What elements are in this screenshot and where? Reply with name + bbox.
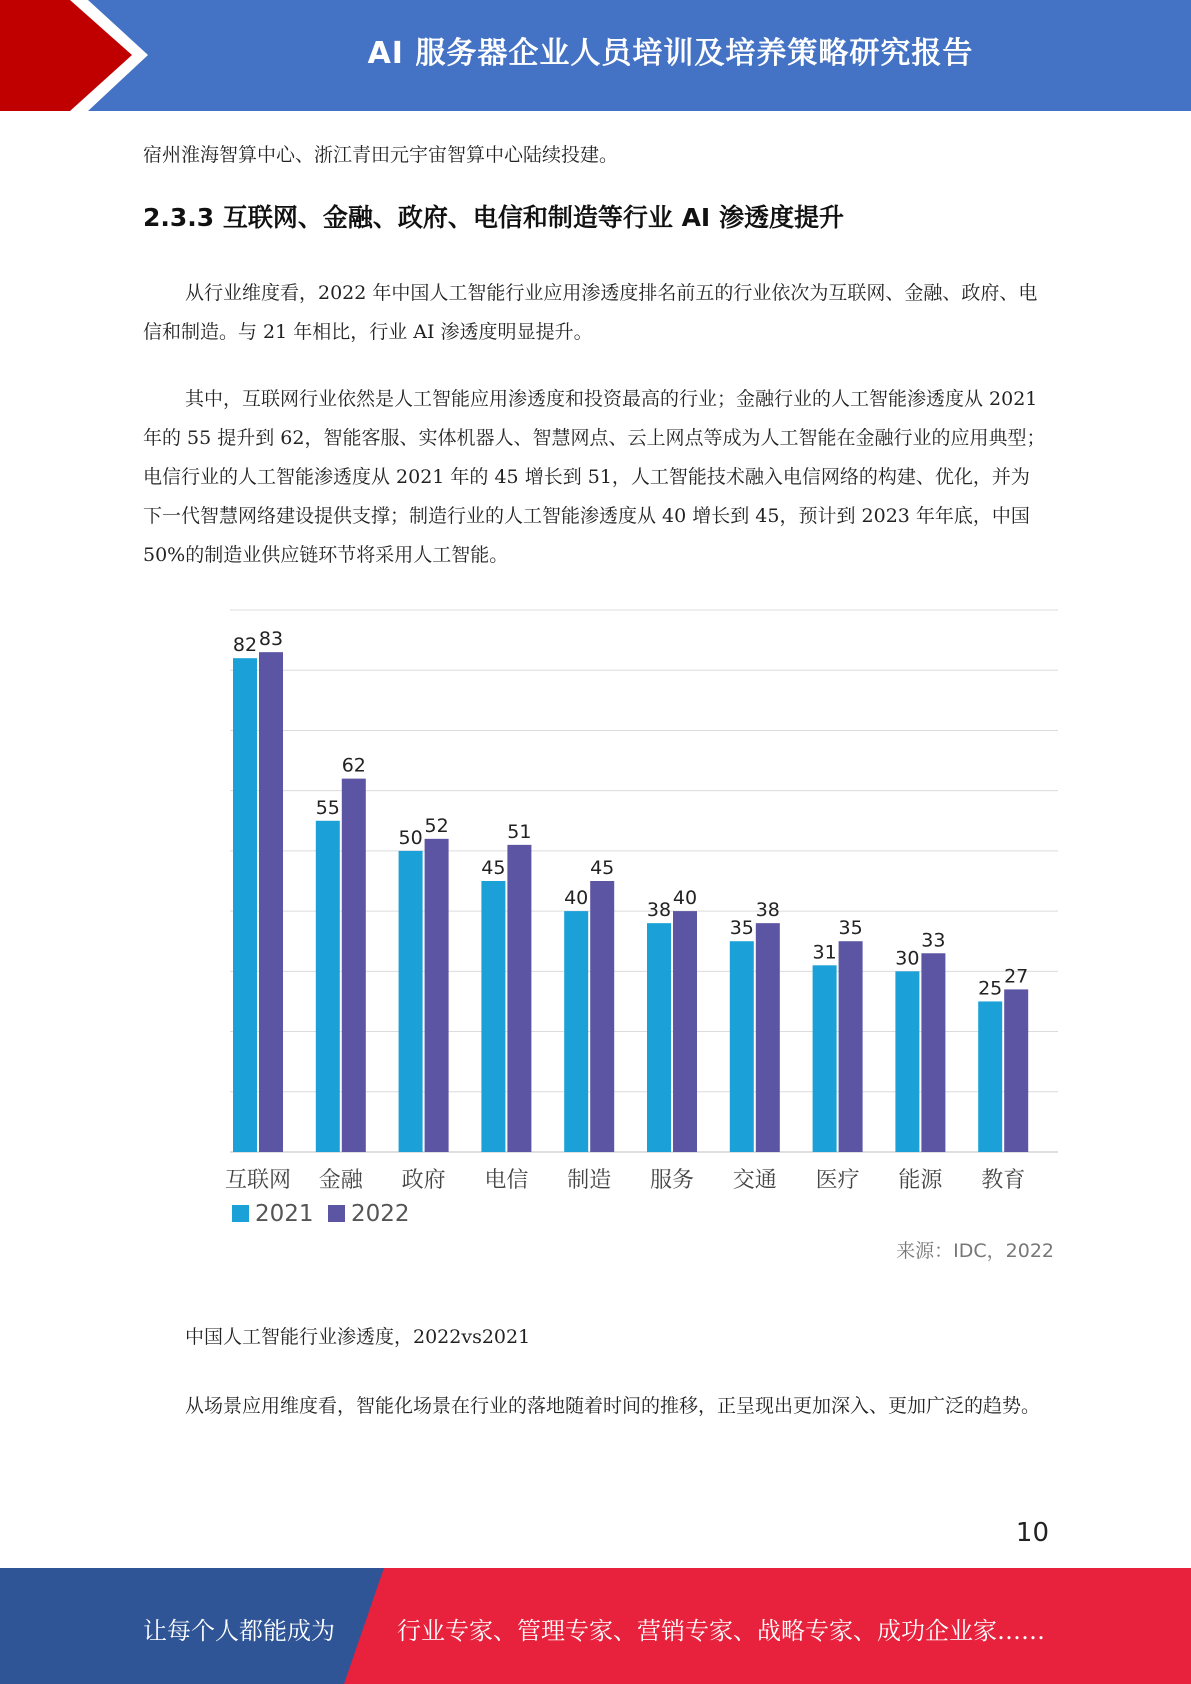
- bar-chart: [200, 590, 1080, 1280]
- data-label: 31: [812, 941, 837, 964]
- page-number: 10: [1015, 1518, 1049, 1548]
- paragraph-2: 其中，互联网行业依然是人工智能应用渗透度和投资最高的行业；金融行业的人工智能渗透度从 2021 年的 55 提升到 62，智能客服、实体机器人、智慧网点、云上网点等成为人工智能在金融行业的应用典型；电信行业的人工智能渗透度从 2021 年的 45 增长到 51，人工智能技术融入电信网络的构建、优化，并为下一代智慧网络建设提供支撑；制造行业的人工智能渗透度从 40 增长到 45，预计到 2023 年年底，中国 50%的制造业供应链环节将采用人工智能。: [143, 388, 1046, 566]
- data-label: 35: [729, 917, 754, 940]
- x-tick-label: 金融: [318, 1168, 363, 1193]
- bar-2022: [590, 881, 614, 1152]
- bar-2021: [647, 923, 671, 1152]
- x-tick-label: 教育: [981, 1168, 1026, 1193]
- header-chevron-icon: [0, 0, 160, 111]
- bar-2022: [425, 839, 449, 1152]
- data-label: 25: [978, 977, 1003, 1000]
- data-label: 83: [258, 628, 284, 651]
- footer-slogan-right: 行业专家、管理专家、营销专家、战略专家、成功企业家……: [397, 1617, 1045, 1645]
- x-tick-label: 电信: [484, 1168, 529, 1193]
- chart-caption: 中国人工智能行业渗透度，2022vs2021: [185, 1326, 531, 1348]
- bar-2022: [921, 953, 945, 1152]
- bar-2021: [730, 941, 754, 1152]
- bar-2022: [259, 652, 283, 1152]
- x-tick-label: 能源: [898, 1168, 943, 1193]
- bar-2022: [756, 923, 780, 1152]
- bar-2022: [507, 845, 531, 1152]
- legend-label: 2022: [351, 1201, 410, 1227]
- data-label: 50: [398, 826, 423, 849]
- x-tick-label: 政府: [401, 1168, 446, 1193]
- chart-source: 来源：IDC，2022: [896, 1240, 1054, 1262]
- data-label: 35: [838, 917, 863, 940]
- paragraph-3: 从场景应用维度看，智能化场景在行业的落地随着时间的推移，正呈现出更加深入、更加广泛的趋势。: [185, 1395, 1041, 1417]
- x-tick-label: 交通: [732, 1168, 777, 1193]
- bar-2021: [233, 658, 257, 1152]
- data-label: 38: [646, 899, 672, 922]
- data-label: 30: [895, 947, 920, 970]
- data-label: 27: [1004, 965, 1029, 988]
- bar-2022: [673, 911, 697, 1152]
- bar-2021: [481, 881, 505, 1152]
- legend-label: 2021: [255, 1201, 314, 1227]
- data-label: 38: [755, 899, 780, 922]
- x-tick-label: 互联网: [224, 1168, 292, 1193]
- section-heading: 2.3.3 互联网、金融、政府、电信和制造等行业 AI 渗透度提升: [143, 203, 844, 232]
- data-label: 33: [921, 929, 946, 952]
- bar-2021: [316, 821, 340, 1152]
- bar-2022: [1004, 989, 1028, 1152]
- data-label: 82: [232, 634, 258, 657]
- data-label: 52: [424, 814, 449, 837]
- bar-2022: [342, 779, 366, 1152]
- bar-2021: [895, 971, 919, 1152]
- bar-2022: [839, 941, 863, 1152]
- data-label: 45: [590, 857, 615, 879]
- legend-swatch: [328, 1205, 345, 1222]
- x-tick-label: 制造: [567, 1168, 612, 1193]
- legend-swatch: [232, 1205, 249, 1222]
- x-tick-label: 医疗: [815, 1168, 860, 1193]
- x-tick-label: 服务: [649, 1168, 695, 1193]
- data-label: 40: [564, 887, 589, 910]
- data-label: 62: [341, 754, 366, 777]
- data-label: 55: [315, 796, 340, 819]
- footer-slogan-left: 让每个人都能成为: [143, 1617, 335, 1645]
- bar-2021: [399, 851, 423, 1152]
- bar-2021: [813, 965, 837, 1152]
- bar-2021: [978, 1001, 1002, 1152]
- data-label: 51: [507, 820, 532, 843]
- header-title: AI 服务器企业人员培训及培养策略研究报告: [367, 36, 974, 71]
- data-label: 45: [481, 857, 506, 879]
- intro-line: 宿州淮海智算中心、浙江青田元宇宙智算中心陆续投建。: [143, 144, 619, 166]
- paragraph-1: 从行业维度看，2022 年中国人工智能行业应用渗透度排名前五的行业依次为互联网、金融、政府、电信和制造。与 21 年相比，行业 AI 渗透度明显提升。: [143, 282, 1038, 343]
- bar-2021: [564, 911, 588, 1152]
- data-label: 40: [672, 887, 698, 910]
- page-header: [0, 0, 1191, 111]
